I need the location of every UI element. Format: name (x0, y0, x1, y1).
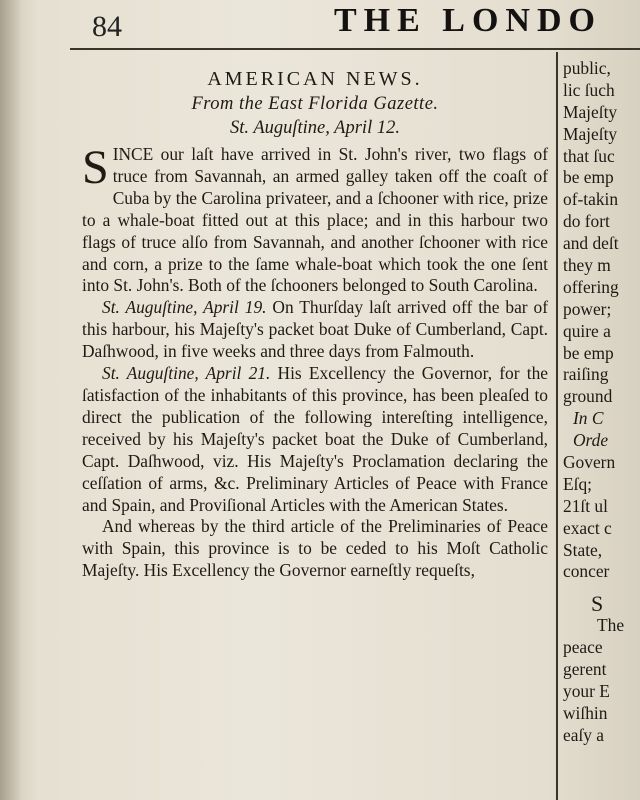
right-line: gerent (563, 659, 607, 680)
right-line: do fort (563, 211, 610, 232)
right-line: that ſuc (563, 145, 615, 166)
paragraph-2-text: On Thurſday laſt arrived off the bar of this harbour, his Majeſty's packet boat Duke of Cumberland, Capt. Daſhwood, in five weeks and three days from Falmouth. (82, 297, 548, 362)
right-line: wiſhin (563, 702, 608, 723)
right-line: of-takin (563, 189, 619, 210)
right-line: peace (563, 637, 603, 658)
right-line: ground (563, 386, 613, 407)
paragraph-4 (82, 516, 548, 582)
header-rule (70, 48, 640, 50)
paragraph-1-text: INCE our laſt have arrived in St. John's river, two flags of truce from Savannah, an armed galley taken off the coaſt of Cuba by the Carolina privateer, and a ſchooner with rice, prize to a whale-boat fitted out at this place; and in this harbour two flags of truce alſo from Savannah, and another ſchooner with rice and corn, a prize to the ſame whale-boat which took the one ſent into St. John's. Both of the ſchooners belonged to South Carolina. (82, 144, 548, 296)
main-column (82, 60, 548, 582)
right-line: power; (563, 298, 612, 319)
masthead-title: THE LONDO (334, 2, 602, 39)
column-rule (556, 52, 558, 800)
right-line: Eſq; (563, 473, 592, 494)
article-heading: AMERICAN NEWS. (207, 68, 423, 90)
article-dateline: St. Auguſtine, April 12. (230, 118, 400, 138)
right-line: Majeſty (563, 101, 618, 122)
right-section-letter: S (591, 591, 606, 617)
paragraph-2 (82, 297, 548, 363)
right-line: exact c (563, 517, 612, 538)
paragraph-3-text: His Excellency the Governor, for the ſatisfaction of the inhabitants of this province, has been pleaſed to direct the publication of the following intereſting intelligence, received by his Majeſty's packet boat the Duke of Cumberland, Capt. Daſhwood, viz. His Majeſty's Proclamation declaring the ceſſation of arms, &c. Preliminary Articles of Peace with France and Spain, and Proviſional Articles with the American States. (82, 363, 548, 515)
right-line: and deſt (563, 233, 619, 254)
right-line: Orde (573, 430, 609, 451)
paragraph-4-text: And whereas by the third article of the Preliminaries of Peace with Spain, this province is to be ceded to his Moſt Catholic Majeſty. His Excellency the Governor earneſtly requeſts, (82, 516, 548, 581)
right-line: lic ſuch (563, 79, 615, 100)
right-line: your E (563, 680, 610, 701)
paragraph-3 (82, 363, 548, 516)
paragraph-2-dateline: St. Auguſtine, April 19. (102, 297, 267, 318)
right-column (563, 58, 640, 747)
right-line: 21ſt ul (563, 495, 608, 516)
right-line: Govern (563, 452, 616, 473)
page-number: 84 (92, 10, 122, 43)
article-source: From the East Florida Gazette. (191, 94, 439, 114)
right-line: raiſing (563, 364, 609, 385)
page-edge-shadow (0, 0, 22, 800)
right-line: be emp (563, 167, 614, 188)
right-line: quire a (563, 320, 611, 341)
paragraph-1 (82, 141, 548, 297)
right-line: be emp (563, 342, 614, 363)
right-line: concer (563, 561, 610, 582)
right-line: eaſy a (563, 724, 605, 745)
right-line: State, (563, 539, 603, 560)
paragraph-3-dateline: St. Auguſtine, April 21. (102, 363, 271, 384)
right-line: offering (563, 276, 619, 297)
right-dateline: In C (573, 408, 604, 429)
right-line: The (597, 615, 625, 636)
right-line: public, (563, 58, 611, 78)
right-line: Majeſty (563, 123, 618, 144)
drop-cap: S (82, 141, 109, 194)
right-line: they m (563, 255, 611, 276)
